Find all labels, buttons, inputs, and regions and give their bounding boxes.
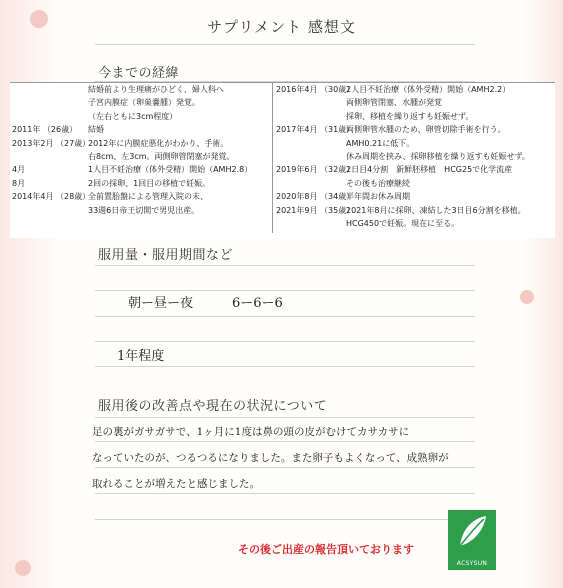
ruled-line <box>95 290 475 291</box>
section-history-heading: 今までの経緯 <box>98 66 180 81</box>
timeline-event: AMH0.21に低下。 <box>346 138 415 148</box>
ruled-line <box>95 316 475 317</box>
leaf-icon <box>448 510 496 554</box>
timeline-event: （左右ともに3cm程度） <box>88 111 178 121</box>
ruled-line <box>95 265 475 266</box>
decor-dot <box>15 560 31 576</box>
timeline-date: 2014年4月 （28歳） <box>12 192 91 202</box>
timeline-date: 8月 <box>12 178 26 188</box>
handwritten-after-line2: なっていたのが、つるつるになりました。また卵子もよくなって、成熟卵が <box>92 452 449 464</box>
handwritten-after-line3: 取れることが増えたと感じました。 <box>92 478 260 490</box>
ruled-line <box>95 441 475 442</box>
timeline-event: 両側卵管閉塞、水腫が発覚 <box>346 98 442 108</box>
timeline-event: 子宮内膜症（卵巣嚢腫）発覚。 <box>88 98 200 108</box>
timeline-date: 2020年8月 （34歳） <box>276 192 355 202</box>
footer-note: その後ご出産の報告頂いております <box>238 543 414 556</box>
page-title: サプリメント 感想文 <box>207 18 356 36</box>
timeline-date: 2011年 （26歳） <box>12 125 78 135</box>
handwritten-after-line1: 足の裏がガサガサで、1ヶ月に1度は鼻の頭の皮がむけてカサカサに <box>92 426 410 438</box>
handwritten-period: 1年程度 <box>117 349 165 364</box>
timeline-date: 2021年9月 （35歳） <box>276 205 355 215</box>
timeline-event: 半年間お休み周期 <box>346 192 410 202</box>
timeline-date: 2017年4月 （31歳） <box>276 125 355 135</box>
ruled-line <box>95 467 475 468</box>
timeline-event: 全前置胎盤による管理入院の末、 <box>88 192 208 202</box>
timeline-event: 休み周期を挟み、採卵移植を繰り返すも妊娠せず。 <box>346 152 530 161</box>
timeline-event: 右8cm、左3cm。両側卵管閉塞が発覚。 <box>88 152 235 161</box>
timeline-date: 4月 <box>12 165 26 175</box>
ruled-line <box>95 366 475 367</box>
section-after-heading: 服用後の改善点や現在の状況について <box>98 399 328 414</box>
timeline-event: HCG450で妊娠。現在に至る。 <box>346 219 460 228</box>
ruled-line <box>95 341 475 342</box>
ruled-line <box>95 417 475 418</box>
timeline-event: 結婚 <box>88 125 104 135</box>
acsysun-logo <box>448 510 496 570</box>
timeline-event: 2012年に内膜症悪化がわかり、手術。 <box>88 138 229 148</box>
timeline-date: 2019年6月 （32歳） <box>276 165 355 175</box>
timeline-event: その後も治療継続 <box>346 178 410 188</box>
decor-dot <box>520 290 534 304</box>
timeline-date: 2016年4月 （30歳） <box>276 85 355 94</box>
handwritten-dose: 朝ー昼ー夜 6ー6ー6 <box>128 296 283 311</box>
history-timeline <box>10 82 555 238</box>
timeline-event: 2回の採卵、1回目の移植で妊娠。 <box>88 178 211 188</box>
timeline-event: 2日目4分割 新鮮胚移植 HCG25で化学流産 <box>346 165 513 175</box>
timeline-event: 33週6日帝王切開で男児出産。 <box>88 205 200 215</box>
ruled-line <box>95 44 475 45</box>
timeline-divider <box>272 83 273 233</box>
section-dosage-heading: 服用量・服用期間など <box>98 248 234 263</box>
ruled-line <box>95 493 475 494</box>
timeline-event: 採卵、移植を繰り返すも妊娠せず。 <box>346 111 474 121</box>
timeline-event: 2人目不妊治療（体外受精）開始（AMH2.2） <box>346 85 511 94</box>
timeline-event: 両側卵管水腫のため、卵管切除手術を行う。 <box>346 125 506 135</box>
timeline-date: 2013年2月 （27歳） <box>12 138 91 148</box>
timeline-event: 結婚前より生理痛がひどく、婦人科へ <box>88 85 224 94</box>
timeline-event: 2021年8月に採卵、凍結した3日目6分割を移植。 <box>346 205 526 215</box>
timeline-event: 1人目不妊治療（体外受精）開始（AMH2.8） <box>88 165 253 175</box>
ruled-line <box>95 519 475 520</box>
logo-text: ACSYSUN <box>456 560 488 567</box>
